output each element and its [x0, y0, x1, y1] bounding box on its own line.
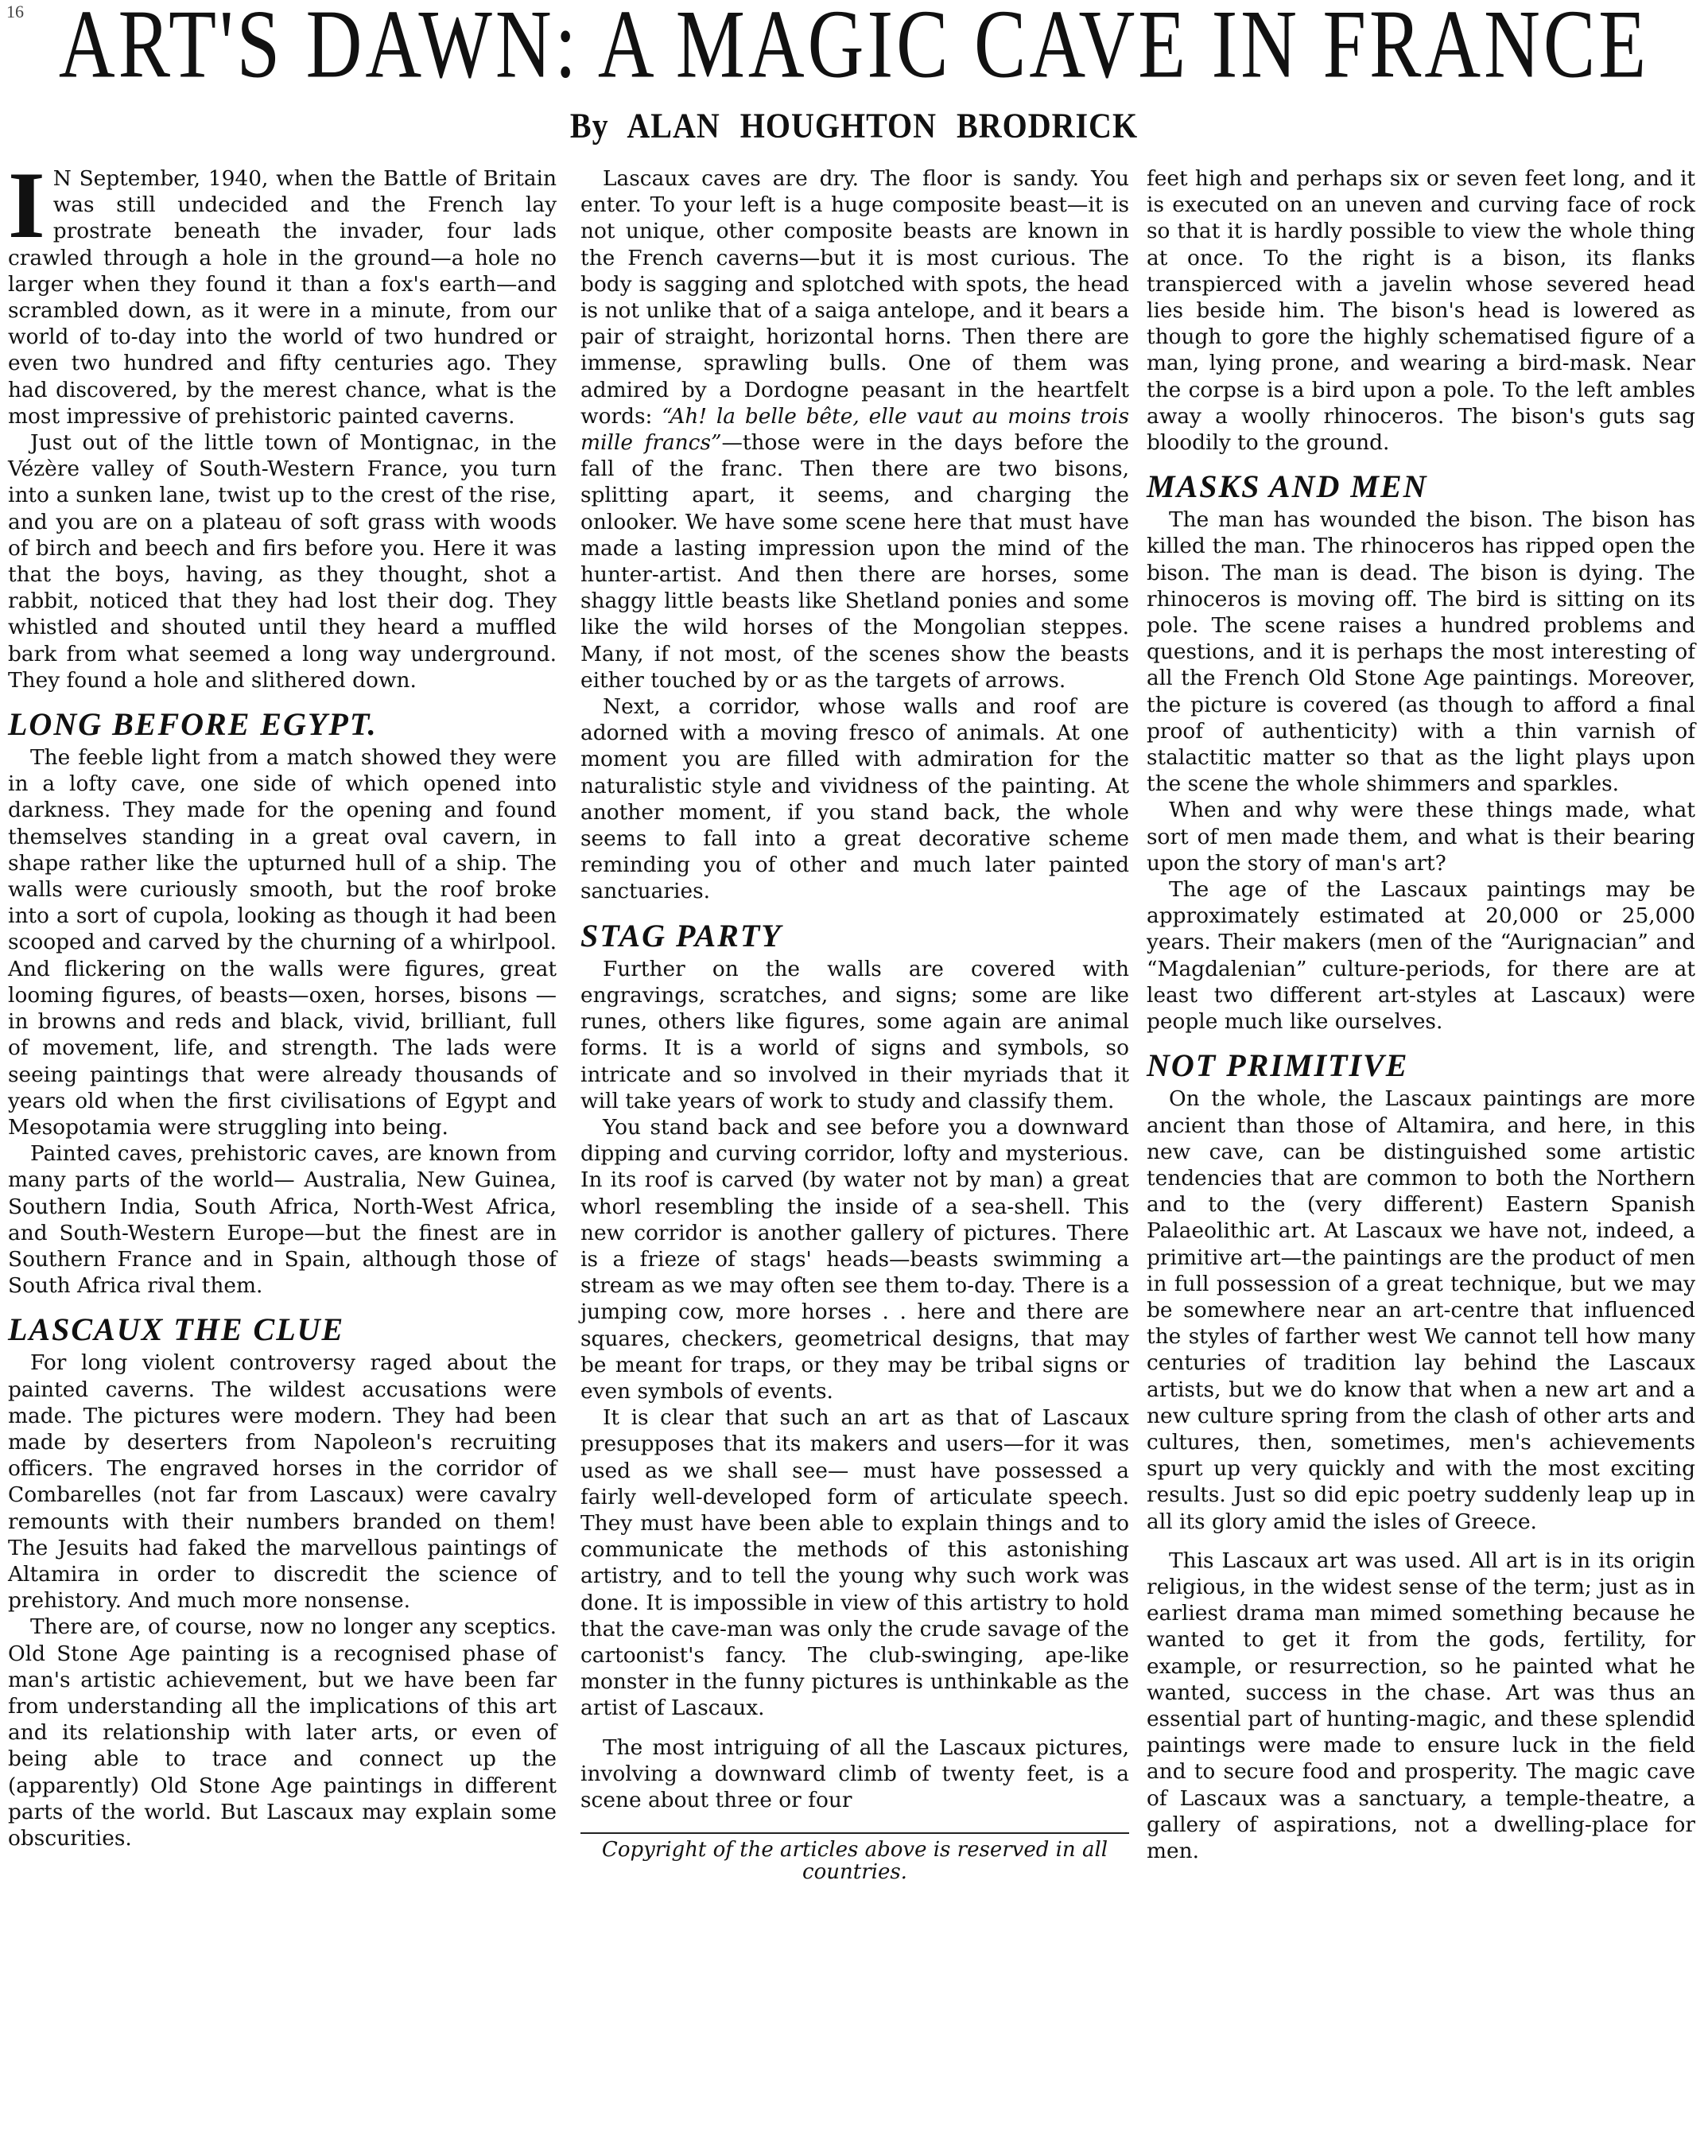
- paragraph: You stand back and see before you a downward dipping and curving corridor, lofty and mysterious. In its roof is carved (by water not by man) a great whorl resembling the inside of a sea-shell. This new corridor is another gallery of pictures. There is a frieze of stags' heads—beasts swimming a stream as we may often see them to-day. There is a jumping cow, more horses . . here and there are squares, checkers, geometrical designs, that may be meant for traps, or they may be tribal signs or even symbols of events.: [580, 1114, 1129, 1404]
- paragraph: For long violent controversy raged about the painted caverns. The wildest accusations were made. The pictures were modern. They had been made by deserters from Napoleon's recruiting officers. The engraved horses in the corridor of Combarelles (not far from Lascaux) were cavalry remounts with their numbers branded on them! The Jesuits had faked the marvellous paintings of Altamira in order to discredit the science of prehistory. And much more nonsense.: [8, 1350, 557, 1614]
- paragraph: [580, 165, 1129, 693]
- headline: ART'S DAWN: A MAGIC CAVE IN FRANCE: [58, 0, 1650, 99]
- paragraph: This Lascaux art was used. All art is in its origin religious, in the widest sense of the term; just as in earliest drama man mimed something because he wanted to get it from the gods, fertility, for example, or resurrection, so he painted what he wanted, success in the chase. Art was thus an essential part of hunting-magic, and these splendid paintings were made to ensure luck in the field and to secure food and prosperity. The magic cave of Lascaux was a sanctuary, a temple-theatre, a gallery of aspirations, not a dwelling-place for men.: [1147, 1548, 1695, 1863]
- paragraph: The age of the Lascaux paintings may be approximately estimated at 20,000 or 25,000 years. Their makers (men of the “Aurignacian” and “Magdalenian” culture-periods, for there are at least two different art-styles at Lascaux) were people much like ourselves.: [1147, 877, 1695, 1035]
- paragraph-text: —those were in the days before the fall of the franc. Then there are two bisons, splitting apart, it seems, and charging the onlooker. We have some scene here that must have made a lasting impression upon the mind of the hunter-artist. And then there are horses, some shaggy little beasts like Shetland ponies and some like the wild horses of the Mongolian steppes. Many, if not most, of the scenes show the beasts either touched by or as the targets of arrows.: [580, 430, 1129, 693]
- paragraph: The feeble light from a match showed they were in a lofty cave, one side of which opened into darkness. They made for the opening and found themselves standing in a great oval cavern, in shape rather like the upturned hull of a ship. The walls were curiously smooth, but the roof broke into a sort of cupola, looking as though it had been scooped and carved by the churning of a whirlpool. And flickering on the walls were figures, great looming figures, of beasts—oxen, horses, bisons —in browns and reds and black, vivid, brilliant, full of movement, life, and strength. The lads were seeing paintings that were already thousands of years old when the first civilisations of Egypt and Mesopotamia were struggling into being.: [8, 745, 557, 1140]
- column-3: [1147, 165, 1695, 1864]
- page-number: 16: [6, 2, 24, 21]
- section-heading: LASCAUX THE CLUE: [8, 1311, 345, 1348]
- paragraph: The man has wounded the bison. The bison has killed the man. The rhinoceros has ripped open the bison. The man is dead. The bison is dying. The rhinoceros is moving off. The bird is sitting on its pole. The scene raises a hundred problems and questions, and it is perhaps the most interesting of all the French Old Stone Age paintings. Moreover, the picture is covered (as though to afford a final proof of authenticity) with a thin varnish of stalactitic matter so that as the light plays upon the scene the whole shimmers and sparkles.: [1147, 507, 1695, 797]
- copyright-notice: Copyright of the articles above is reserved in all countries.: [601, 1838, 1108, 1885]
- paragraph: Further on the walls are covered with engravings, scratches, and signs; some are like runes, others like figures, some again are animal forms. It is a world of signs and symbols, so intricate and so involved in their myriads that it will take years of work to study and classify them.: [580, 956, 1129, 1113]
- paragraph-text: Lascaux caves are dry. The floor is sandy. You enter. To your left is a huge composite beast—it is not unique, other composite beasts are known in the French caverns—but it is most curious. The body is sagging and splotched with spots, the head is not unlike that of a saiga antelope, and it bears a pair of straight, horizontal horns. Then there are immense, sprawling bulls. One of them was admired by a Dordogne peasant in the heartfelt words:: [580, 166, 1129, 429]
- paragraph: On the whole, the Lascaux paintings are more ancient than those of Altamira, and here, in this new cave, can be distinguished some artistic tendencies that are common to both the Northern and to the (very different) Eastern Spanish Palaeolithic art. At Lascaux we have not, indeed, a primitive art—the paintings are the product of men in full possession of a great technique, but we may be somewhere near an art-centre that influenced the styles of farther west We cannot tell how many centuries of tradition lay behind the Lascaux artists, but we do know that when a new art and a new culture spring from the clash of other arts and cultures, then, sometimes, men's achievements spurt up very quickly and with the most exciting results. Just so did epic poetry suddenly leap up in all its glory amid the isles of Greece.: [1147, 1086, 1695, 1534]
- paragraph: When and why were these things made, what sort of men made them, and what is their bearing upon the story of man's art?: [1147, 798, 1695, 876]
- intro-text: N September, 1940, when the Battle of Britain was still undecided and the French lay prostrate beneath the invader, four lads crawled through a hole in the ground—a hole no larger when they found it than a fox's earth—and scrambled down, as it were in a minute, from our world of to-day into the world of two hundred or even two hundred and fifty centuries ago. They had discovered, by the merest chance, what is the most impressive of prehistoric painted caverns.: [8, 166, 557, 429]
- paragraph: Painted caves, prehistoric caves, are known from many parts of the world— Australia, New Guinea, Southern India, South Africa, North-West Africa, and South-Western Europe—but the finest are in Southern France and in Spain, although those of South Africa rival them.: [8, 1141, 557, 1299]
- section-heading: MASKS AND MEN: [1147, 468, 1428, 505]
- column-2: [580, 165, 1129, 1883]
- section-heading: LONG BEFORE EGYPT.: [8, 706, 378, 743]
- byline: By ALAN HOUGHTON BRODRICK: [569, 105, 1139, 146]
- paragraph: Next, a corridor, whose walls and roof are adorned with a moving fresco of animals. At one moment you are filled with admiration for the naturalistic style and vividness of the painting. At another moment, if you stand back, the whole seems to fall into a great decorative scheme reminding you of other and much later painted sanctuaries.: [580, 694, 1129, 904]
- paragraph: It is clear that such an art as that of Lascaux presupposes that its makers and users—for it was used as we shall see— must have possessed a fairly well-developed form of articulate speech. They must have been able to explain things and to communicate the methods of this astonishing artistry, and to tell the young why such work was done. It is impossible in view of this artistry to hold that the cave-man was only the crude savage of the cartoonist's fancy. The club-swinging, ape-like monster in the funny pictures is unthinkable as the artist of Lascaux.: [580, 1405, 1129, 1721]
- paragraph: The most intriguing of all the Lascaux pictures, involving a downward climb of twenty feet, is a scene about three or four: [580, 1735, 1129, 1812]
- paragraph: feet high and perhaps six or seven feet long, and it is executed on an uneven and curving face of rock so that it is hardly possible to view the whole thing at once. To the right is a bison, its flanks transpierced with a javelin whose severed head lies beside him. The bison's head is lowered as though to gore the highly schematised figure of a man, lying prone, and wearing a bird-mask. Near the corpse is a bird upon a pole. To the left ambles away a woolly rhinoceros. The bison's guts sag bloodily to the ground.: [1147, 166, 1695, 456]
- divider: [580, 1832, 1129, 1834]
- column-1: [8, 152, 557, 1851]
- paragraph: There are, of course, now no longer any sceptics. Old Stone Age painting is a recognised phase of man's artistic achievement, but we have been far from understanding all the implications of this art and its relationship with later arts, or even of being able to trace and connect up the (apparently) Old Stone Age paintings in different parts of the world. But Lascaux may explain some obscurities.: [8, 1614, 557, 1851]
- french-quote: “Ah! la belle bête, elle vaut au moins trois mille francs”: [580, 403, 1129, 456]
- section-heading: STAG PARTY: [580, 917, 782, 954]
- paragraph: Just out of the little town of Montignac, in the Vézère valley of South-Western France, you turn into a sunken lane, twist up to the crest of the rise, and you are on a plateau of soft grass with woods of birch and beech and firs before you. Here it was that the boys, having, as they thought, shot a rabbit, noticed that they had lost their dog. They whistled and shouted until they heard a muffled bark from what seemed a long way underground. They found a hole and slithered down.: [8, 430, 557, 693]
- drop-cap: I: [8, 152, 45, 258]
- section-heading: NOT PRIMITIVE: [1147, 1047, 1409, 1084]
- intro-paragraph: [8, 152, 557, 429]
